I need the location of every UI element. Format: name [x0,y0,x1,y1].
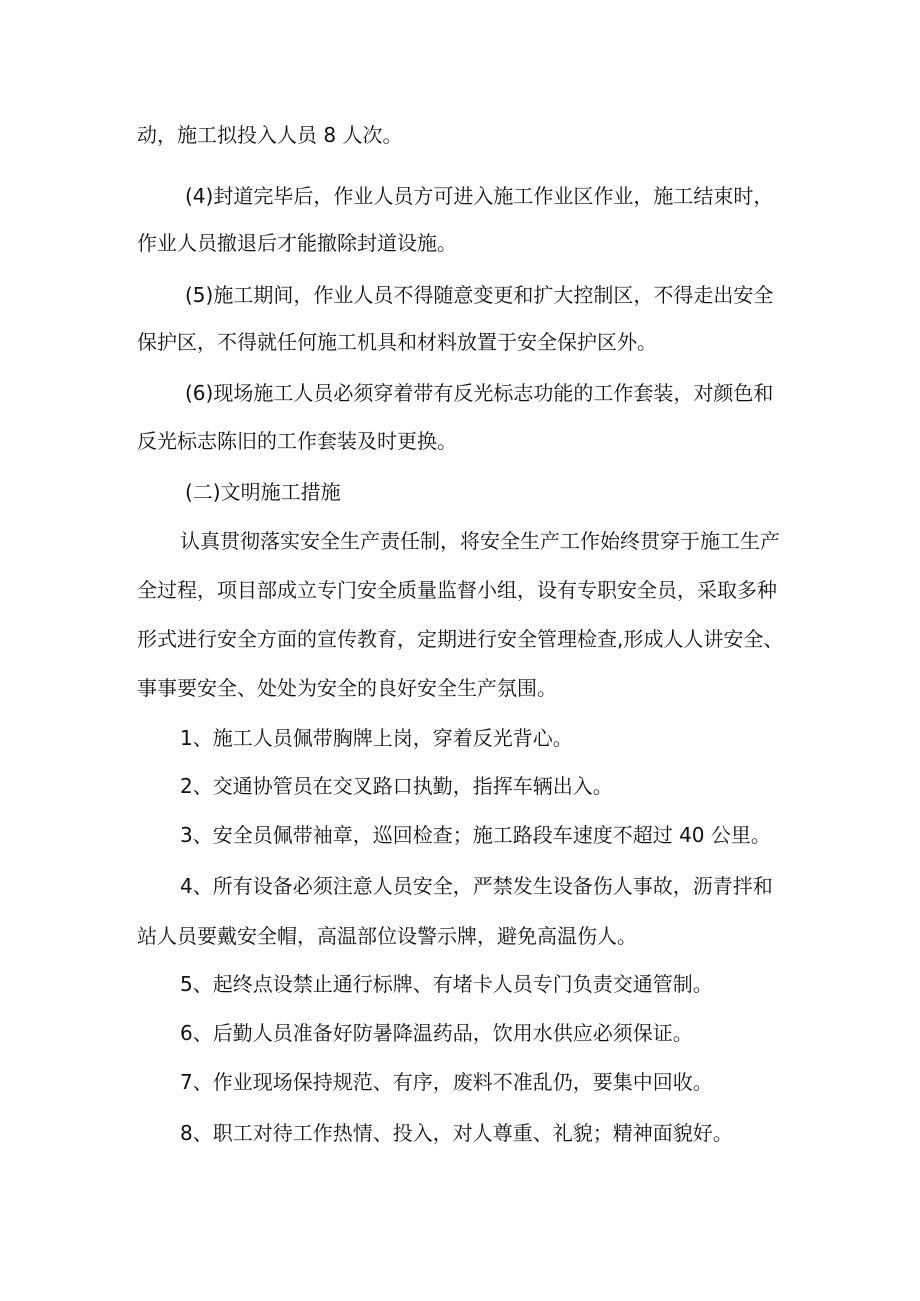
list-item: 8、职工对待工作热情、投入，对人尊重、礼貌；精神面貌好。 [180,1121,733,1145]
list-item: 1、施工人员佩带胸牌上岗，穿着反光背心。 [180,726,573,750]
text-line: 反光标志陈旧的工作套装及时更换。 [137,429,457,453]
list-item: 5、起终点设禁止通行标牌、有堵卡人员专门负责交通管制。 [180,972,713,996]
text-line: (4)封道完毕后，作业人员方可进入施工作业区作业，施工结束时， [185,184,774,208]
text-line: 事事要安全、处处为安全的良好安全生产氛围。 [137,676,557,700]
text-line: (6)现场施工人员必须穿着带有反光标志功能的工作套装，对颜色和 [185,381,774,405]
list-item: 4、所有设备必须注意人员安全，严禁发生设备伤人事故，沥青拌和 [180,874,773,898]
text-line: (5)施工期间，作业人员不得随意变更和扩大控制区，不得走出安全 [185,283,774,307]
text-line: 形式进行安全方面的宣传教育，定期进行安全管理检查,形成人人讲安全、 [137,627,784,651]
list-item: 7、作业现场保持规范、有序，废料不准乱仍，要集中回收。 [180,1070,713,1094]
section-heading: (二)文明施工措施 [185,480,341,504]
list-item: 2、交通协管员在交叉路口执勤，指挥车辆出入。 [180,774,613,798]
list-item: 3、安全员佩带袖章，巡回检查；施工路段车速度不超过 40 公里。 [180,823,771,847]
text-line: 认真贯彻落实安全生产责任制，将安全生产工作始终贯穿于施工生产 [180,529,780,553]
text-line: 站人员要戴安全帽，高温部位设警示牌，避免高温伤人。 [137,924,637,948]
text-line: 作业人员撤退后才能撤除封道设施。 [137,231,457,255]
text-line: 动，施工拟投入人员 8 人次。 [137,123,403,147]
text-line: 保护区，不得就任何施工机具和材料放置于安全保护区外。 [137,330,657,354]
list-item: 6、后勤人员准备好防暑降温药品，饮用水供应必须保证。 [180,1021,693,1045]
text-line: 全过程，项目部成立专门安全质量监督小组，设有专职安全员，采取多种 [137,578,777,602]
